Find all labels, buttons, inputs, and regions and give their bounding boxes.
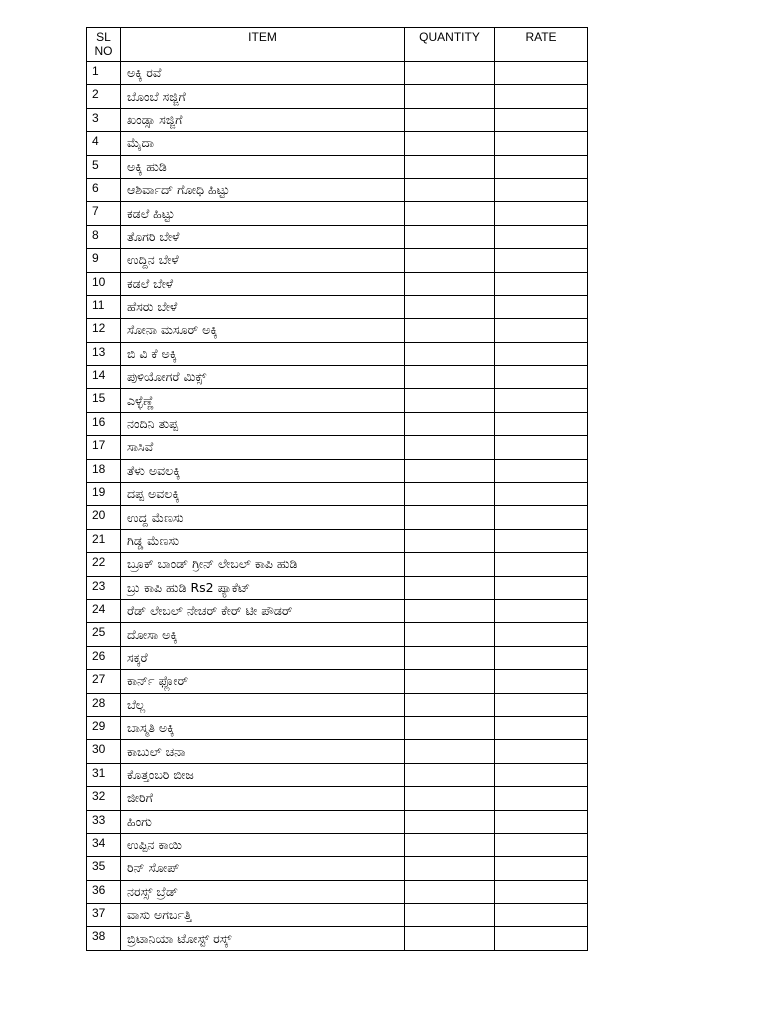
quantity-cell (405, 857, 495, 880)
rate-cell (495, 272, 588, 295)
table-row (87, 178, 588, 201)
quantity-cell (405, 178, 495, 201)
item-cell: ತೊಗರಿ ಬೇಳೆ (121, 225, 405, 248)
rate-cell (495, 225, 588, 248)
quantity-cell (405, 927, 495, 950)
table-row (87, 506, 588, 529)
rate-cell (495, 295, 588, 318)
table-row (87, 927, 588, 950)
quantity-cell (405, 155, 495, 178)
rate-cell (495, 529, 588, 552)
item-cell: ಉದ್ದ ಮೆಣಸು (121, 506, 405, 529)
sl-no-cell: 37 (87, 904, 121, 927)
item-cell: ಬೆಲ್ಲ (121, 693, 405, 716)
item-cell: ಕಡಲೆ ಹಿಟ್ಟು (121, 202, 405, 225)
sl-no-cell: 7 (87, 202, 121, 225)
table-row (87, 599, 588, 622)
rate-cell (495, 436, 588, 459)
quantity-cell (405, 740, 495, 763)
header-quantity: QUANTITY (405, 28, 495, 62)
quantity-cell (405, 716, 495, 739)
sl-no-cell: 33 (87, 810, 121, 833)
sl-no-cell: 1 (87, 62, 121, 85)
table-row (87, 763, 588, 786)
quantity-cell (405, 693, 495, 716)
rate-cell (495, 623, 588, 646)
sl-no-cell: 36 (87, 880, 121, 903)
sl-no-cell: 5 (87, 155, 121, 178)
header-item: ITEM (121, 28, 405, 62)
sl-no-cell: 15 (87, 389, 121, 412)
table-row (87, 412, 588, 435)
table-row (87, 366, 588, 389)
table-row (87, 249, 588, 272)
table-row (87, 740, 588, 763)
header-row (87, 28, 588, 62)
quantity-cell (405, 249, 495, 272)
table-row (87, 716, 588, 739)
table-row (87, 670, 588, 693)
sl-no-cell: 28 (87, 693, 121, 716)
rate-cell (495, 132, 588, 155)
quantity-cell (405, 623, 495, 646)
quantity-cell (405, 412, 495, 435)
table-body (87, 62, 588, 951)
sl-no-cell: 16 (87, 412, 121, 435)
sl-no-cell: 17 (87, 436, 121, 459)
rate-cell (495, 693, 588, 716)
sl-no-cell: 38 (87, 927, 121, 950)
item-cell: ಕಾರ್ನ್ ಫ್ಲೋರ್ (121, 670, 405, 693)
table-row (87, 623, 588, 646)
item-cell: ರಿನ್ ಸೋಪ್ (121, 857, 405, 880)
item-cell: ಸೋನಾ ಮಸೂರ್ ಅಕ್ಕಿ (121, 319, 405, 342)
quantity-cell (405, 553, 495, 576)
quantity-cell (405, 880, 495, 903)
header-sl-no-line1: SL (96, 30, 111, 44)
table-row (87, 646, 588, 669)
header-sl-no-line2: NO (94, 44, 113, 58)
sl-no-cell: 24 (87, 599, 121, 622)
rate-cell (495, 810, 588, 833)
item-cell: ಉದ್ದಿನ ಬೇಳೆ (121, 249, 405, 272)
item-cell: ಉಪ್ಪಿನ ಕಾಯಿ (121, 833, 405, 856)
item-cell: ಸಕ್ಕರೆ (121, 646, 405, 669)
table-row (87, 202, 588, 225)
sl-no-cell: 3 (87, 108, 121, 131)
quantity-cell (405, 459, 495, 482)
rate-cell (495, 904, 588, 927)
item-cell: ಕಡಲೆ ಬೇಳೆ (121, 272, 405, 295)
sl-no-cell: 13 (87, 342, 121, 365)
table-row (87, 132, 588, 155)
item-cell: ಎಳ್ಳೆಣ್ಣೆ (121, 389, 405, 412)
rate-cell (495, 202, 588, 225)
sl-no-cell: 25 (87, 623, 121, 646)
quantity-cell (405, 319, 495, 342)
table-header (87, 28, 588, 62)
quantity-cell (405, 436, 495, 459)
sl-no-cell: 19 (87, 483, 121, 506)
rate-cell (495, 763, 588, 786)
rate-cell (495, 459, 588, 482)
sl-no-cell: 32 (87, 787, 121, 810)
item-cell: ಅಕ್ಕಿ ಹುಡಿ (121, 155, 405, 178)
quantity-cell (405, 366, 495, 389)
header-rate: RATE (495, 28, 588, 62)
quantity-cell (405, 62, 495, 85)
rate-cell (495, 506, 588, 529)
rate-cell (495, 857, 588, 880)
rate-cell (495, 740, 588, 763)
grocery-list-document (86, 27, 587, 951)
table-row (87, 272, 588, 295)
quantity-cell (405, 108, 495, 131)
item-cell: ನಂದಿನಿ ತುಪ್ಪ (121, 412, 405, 435)
table-row (87, 436, 588, 459)
item-cell: ಮೈದಾ (121, 132, 405, 155)
sl-no-cell: 21 (87, 529, 121, 552)
sl-no-cell: 12 (87, 319, 121, 342)
table-row (87, 225, 588, 248)
sl-no-cell: 29 (87, 716, 121, 739)
quantity-cell (405, 787, 495, 810)
item-cell: ಆಶಿರ್ವಾದ್ ಗೋಧಿ ಹಿಟ್ಟು (121, 178, 405, 201)
quantity-cell (405, 599, 495, 622)
sl-no-cell: 6 (87, 178, 121, 201)
table-row (87, 483, 588, 506)
table-row (87, 389, 588, 412)
rate-cell (495, 85, 588, 108)
table-row (87, 85, 588, 108)
rate-cell (495, 108, 588, 131)
table-row (87, 459, 588, 482)
table-row (87, 576, 588, 599)
item-cell: ಬ್ರೂಕ್ ಬಾಂಡ್ ಗ್ರೀನ್ ಲೇಬಲ್ ಕಾಪಿ ಹುಡಿ (121, 553, 405, 576)
sl-no-cell: 26 (87, 646, 121, 669)
table-row (87, 553, 588, 576)
rate-cell (495, 155, 588, 178)
rate-cell (495, 576, 588, 599)
quantity-cell (405, 85, 495, 108)
table-row (87, 833, 588, 856)
item-cell: ದಪ್ಪ ಅವಲಕ್ಕಿ (121, 483, 405, 506)
rate-cell (495, 342, 588, 365)
quantity-cell (405, 202, 495, 225)
item-cell: ಬ್ರು ಕಾಪಿ ಹುಡಿ Rs2 ಪ್ಯಾಕೆಟ್ (121, 576, 405, 599)
quantity-cell (405, 810, 495, 833)
quantity-cell (405, 576, 495, 599)
sl-no-cell: 18 (87, 459, 121, 482)
item-cell: ಅಕ್ಕಿ ರವೆ (121, 62, 405, 85)
quantity-cell (405, 646, 495, 669)
item-cell: ರೆಡ್ ಲೇಬಲ್ ನೇಚರ್ ಕೇರ್ ಟೀ ಪೌಡರ್ (121, 599, 405, 622)
quantity-cell (405, 529, 495, 552)
rate-cell (495, 412, 588, 435)
sl-no-cell: 10 (87, 272, 121, 295)
quantity-cell (405, 389, 495, 412)
quantity-cell (405, 483, 495, 506)
sl-no-cell: 35 (87, 857, 121, 880)
quantity-cell (405, 763, 495, 786)
table-row (87, 342, 588, 365)
quantity-cell (405, 132, 495, 155)
rate-cell (495, 716, 588, 739)
quantity-cell (405, 506, 495, 529)
sl-no-cell: 23 (87, 576, 121, 599)
table-row (87, 529, 588, 552)
rate-cell (495, 249, 588, 272)
rate-cell (495, 880, 588, 903)
grocery-table (86, 27, 588, 951)
rate-cell (495, 483, 588, 506)
quantity-cell (405, 904, 495, 927)
item-cell: ಬಿ ವಿ ಕೆ ಅಕ್ಕಿ (121, 342, 405, 365)
item-cell: ಕಾಬುಲ್ ಚನಾ (121, 740, 405, 763)
item-cell: ಪುಳಿಯೋಗರೆ ಮಿಕ್ಸ್ (121, 366, 405, 389)
sl-no-cell: 27 (87, 670, 121, 693)
rate-cell (495, 319, 588, 342)
item-cell: ಜೀರಿಗೆ (121, 787, 405, 810)
quantity-cell (405, 342, 495, 365)
sl-no-cell: 22 (87, 553, 121, 576)
table-row (87, 108, 588, 131)
table-row (87, 62, 588, 85)
sl-no-cell: 2 (87, 85, 121, 108)
table-row (87, 295, 588, 318)
item-cell: ವಾಸು ಅಗರ್ಬತ್ತಿ (121, 904, 405, 927)
quantity-cell (405, 833, 495, 856)
rate-cell (495, 62, 588, 85)
item-cell: ನರಸ್ಸ್ ಬ್ರೆಡ್ (121, 880, 405, 903)
quantity-cell (405, 670, 495, 693)
table-row (87, 155, 588, 178)
sl-no-cell: 31 (87, 763, 121, 786)
item-cell: ತೆಳು ಅವಲಕ್ಕಿ (121, 459, 405, 482)
table-row (87, 810, 588, 833)
rate-cell (495, 833, 588, 856)
table-row (87, 693, 588, 716)
sl-no-cell: 9 (87, 249, 121, 272)
rate-cell (495, 389, 588, 412)
header-sl-no (87, 28, 121, 62)
item-cell: ಬೊಂಬೆ ಸಜ್ಜಿಗೆ (121, 85, 405, 108)
item-cell: ಸಾಸಿವೆ (121, 436, 405, 459)
sl-no-cell: 14 (87, 366, 121, 389)
item-cell: ಕೊತ್ತಂಬರಿ ಬೀಜ (121, 763, 405, 786)
table-row (87, 857, 588, 880)
rate-cell (495, 599, 588, 622)
sl-no-cell: 4 (87, 132, 121, 155)
rate-cell (495, 178, 588, 201)
rate-cell (495, 670, 588, 693)
table-row (87, 787, 588, 810)
item-cell: ಹಿಂಗು (121, 810, 405, 833)
sl-no-cell: 30 (87, 740, 121, 763)
sl-no-cell: 34 (87, 833, 121, 856)
table-row (87, 319, 588, 342)
sl-no-cell: 11 (87, 295, 121, 318)
quantity-cell (405, 225, 495, 248)
item-cell: ಹೆಸರು ಬೇಳೆ (121, 295, 405, 318)
item-cell: ಖಂಡ್ಸಾ ಸಜ್ಜಿಗೆ (121, 108, 405, 131)
item-cell: ದೋಸಾ ಅಕ್ಕಿ (121, 623, 405, 646)
item-cell: ಬ್ರಿಟಾನಿಯಾ ಟೋಸ್ಟ್ ರಸ್ಕ್ (121, 927, 405, 950)
rate-cell (495, 646, 588, 669)
rate-cell (495, 787, 588, 810)
quantity-cell (405, 272, 495, 295)
rate-cell (495, 553, 588, 576)
table-row (87, 880, 588, 903)
item-cell: ಬಾಸ್ಮತಿ ಅಕ್ಕಿ (121, 716, 405, 739)
item-cell: ಗಿಡ್ಡ ಮೆಣಸು (121, 529, 405, 552)
quantity-cell (405, 295, 495, 318)
sl-no-cell: 8 (87, 225, 121, 248)
rate-cell (495, 927, 588, 950)
sl-no-cell: 20 (87, 506, 121, 529)
table-row (87, 904, 588, 927)
rate-cell (495, 366, 588, 389)
